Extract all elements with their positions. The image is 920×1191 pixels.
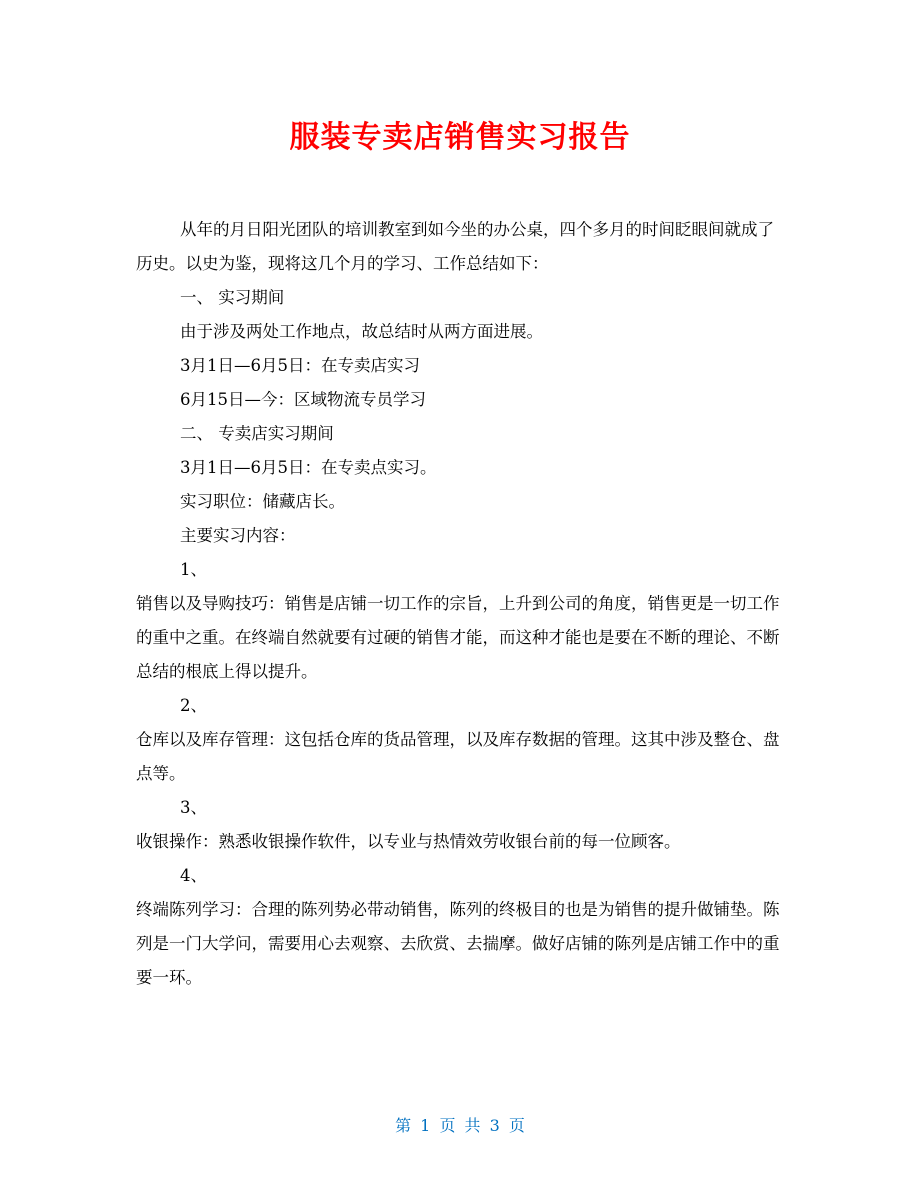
paragraph: 主要实习内容： [180, 526, 296, 545]
paragraph: 3月1日—6月5日：在专卖店实习 [180, 356, 420, 375]
list-item-text: 收银操作：熟悉收银操作软件，以专业与热情效劳收银台前的每一位顾客。 [136, 832, 681, 851]
list-number: 3、 [180, 798, 207, 817]
list-item-text: 销售以及导购技巧：销售是店铺一切工作的宗旨，上升到公司的角度，销售更是一切工作的重中之重。在终端自然就要有过硬的销售才能，而这种才能也是要在不断的理论、不断总结的根底上得以提升。 [136, 594, 780, 681]
list-item-text: 仓库以及库存管理：这包括仓库的货品管理，以及库存数据的管理。这其中涉及整仓、盘点等。 [136, 730, 780, 783]
document-body [136, 213, 786, 995]
document-title: 服装专卖店销售实习报告 [289, 120, 631, 155]
paragraph: 6月15日—今：区域物流专员学习 [180, 390, 426, 409]
list-number: 2、 [180, 696, 207, 715]
intro-paragraph: 从年的月日阳光团队的培训教室到如今坐的办公桌，四个多月的时间眨眼间就成了历史。以史为鉴，现将这几个月的学习、工作总结如下： [136, 220, 774, 273]
section-heading-1: 一、 实习期间 [180, 288, 285, 307]
paragraph: 由于涉及两处工作地点，故总结时从两方面进展。 [180, 322, 543, 341]
paragraph: 实习职位：储藏店长。 [180, 492, 345, 511]
list-number: 4、 [180, 866, 207, 885]
list-item-text: 终端陈列学习：合理的陈列势必带动销售，陈列的终极目的也是为销售的提升做铺垫。陈列是一门大学问，需要用心去观察、去欣赏、去揣摩。做好店铺的陈列是店铺工作中的重要一环。 [136, 900, 780, 987]
list-number: 1、 [180, 560, 207, 579]
page-number-footer: 第 1 页 共 3 页 [395, 1116, 525, 1135]
paragraph: 3月1日—6月5日：在专卖点实习。 [180, 458, 437, 477]
section-heading-2: 二、 专卖店实习期间 [180, 424, 334, 443]
